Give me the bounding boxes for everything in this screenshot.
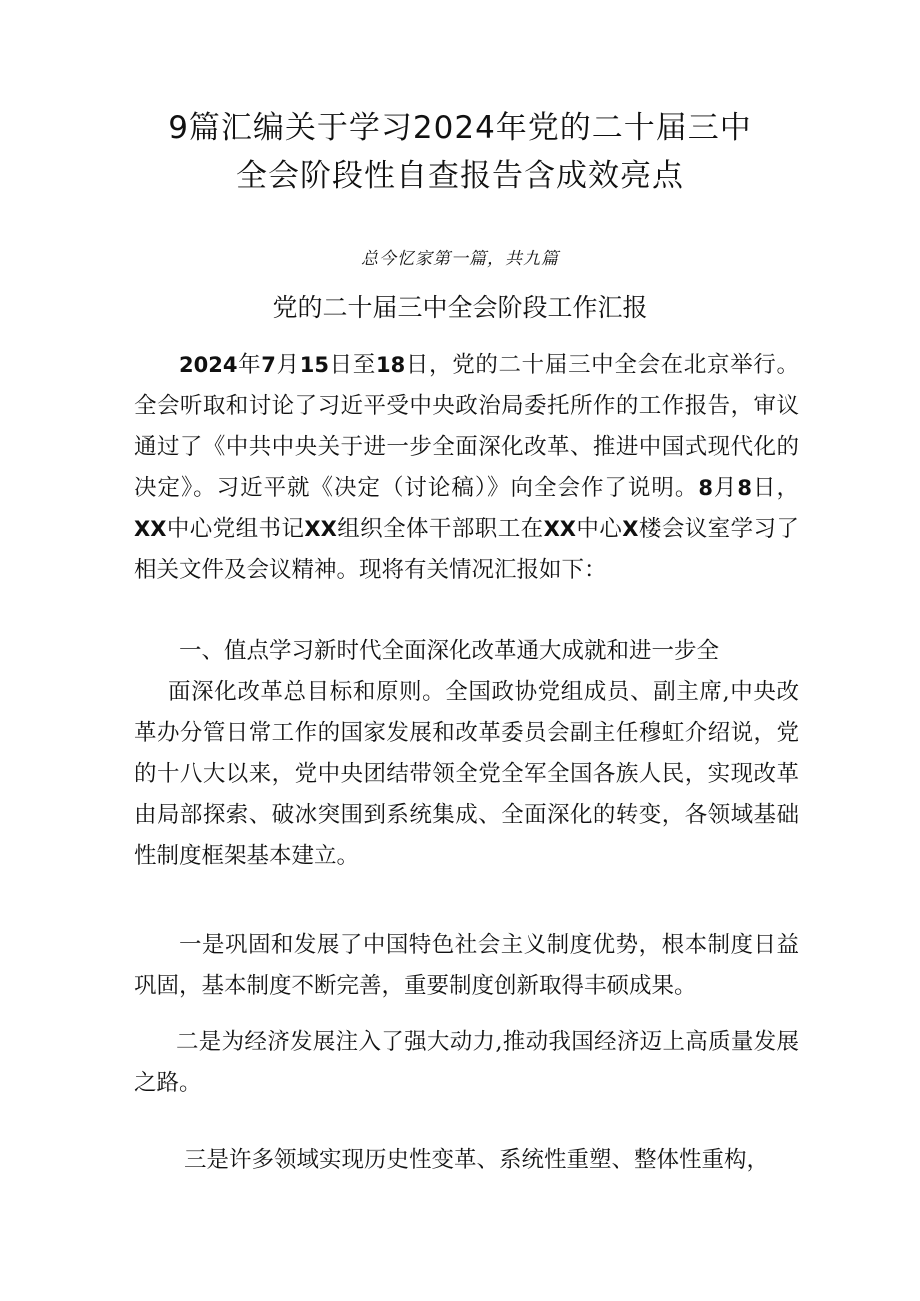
date-day-start: 15	[299, 353, 329, 377]
date-day-end: 18	[375, 353, 406, 377]
document-subtitle: 总今忆家第一篇，共九篇	[361, 249, 559, 269]
text-fragment: 日至	[328, 352, 376, 378]
text-fragment: 日，	[752, 475, 799, 501]
placeholder-xx: XX	[543, 517, 576, 541]
text-fragment: 月	[712, 475, 738, 501]
text-fragment: 年	[237, 352, 262, 378]
date-month-2: 8	[698, 476, 713, 500]
paragraph-point-three: 三是许多领域实现历史性变革、系统性重塑、整体性重构，	[184, 1147, 770, 1173]
section-heading: 党的二十届三中全会阶段工作汇报	[272, 293, 648, 322]
date-month: 7	[261, 353, 276, 377]
placeholder-xx: XX	[134, 517, 167, 541]
paragraph-point-two: 二是为经济发展注入了强大动力,推动我国经济迈上高质量发展之路。	[134, 1029, 799, 1096]
text-fragment: 日，党的二十届三中全会在北京举行。全会听取和讨论了习近平受中央政治局委托所作的工作报告，审议通过了《中共中央关于进一步全面深化改革、推进中国式现代化的决定》。习近平就《决定（讨论稿）》向全会作了说明。	[134, 352, 799, 501]
date-day-2: 8	[737, 476, 753, 500]
text-fragment: 中心	[575, 516, 623, 542]
placeholder-x: X	[622, 517, 639, 541]
date-year: 2024	[179, 353, 238, 377]
title-line-1: 9篇汇编关于学习2024年党的二十届三中	[168, 110, 752, 146]
placeholder-xx: XX	[304, 517, 337, 541]
title-line-2: 全会阶段性自查报告含成效亮点	[236, 158, 684, 194]
text-fragment: 月	[275, 352, 300, 378]
text-fragment: 中心党组书记	[166, 516, 305, 542]
paragraph-section-one-heading: 一、值点学习新时代全面深化改革通大成就和进一步全	[179, 638, 720, 664]
paragraph-intro	[134, 345, 799, 591]
text-fragment: 组织全体干部职工在	[336, 516, 544, 542]
text-fragment: 楼会议室学习了相关文件及会议精神。现将有关情况汇报如下：	[134, 516, 799, 583]
document-title	[120, 104, 800, 200]
paragraph-section-one-body: 面深化改革总目标和原则。全国政协党组成员、副主席,中央改革办分管日常工作的国家发展和改革委员会副主任穆虹介绍说，党的十八大以来，党中央团结带领全党全军全国各族人民，实现改革由局部探索、破冰突围到系统集成、全面深化的转变，各领域基础性制度框架基本建立。	[134, 679, 799, 869]
paragraph-point-one: 一是巩固和发展了中国特色社会主义制度优势，根本制度日益巩固，基本制度不断完善，重要制度创新取得丰硕成果。	[134, 932, 799, 999]
